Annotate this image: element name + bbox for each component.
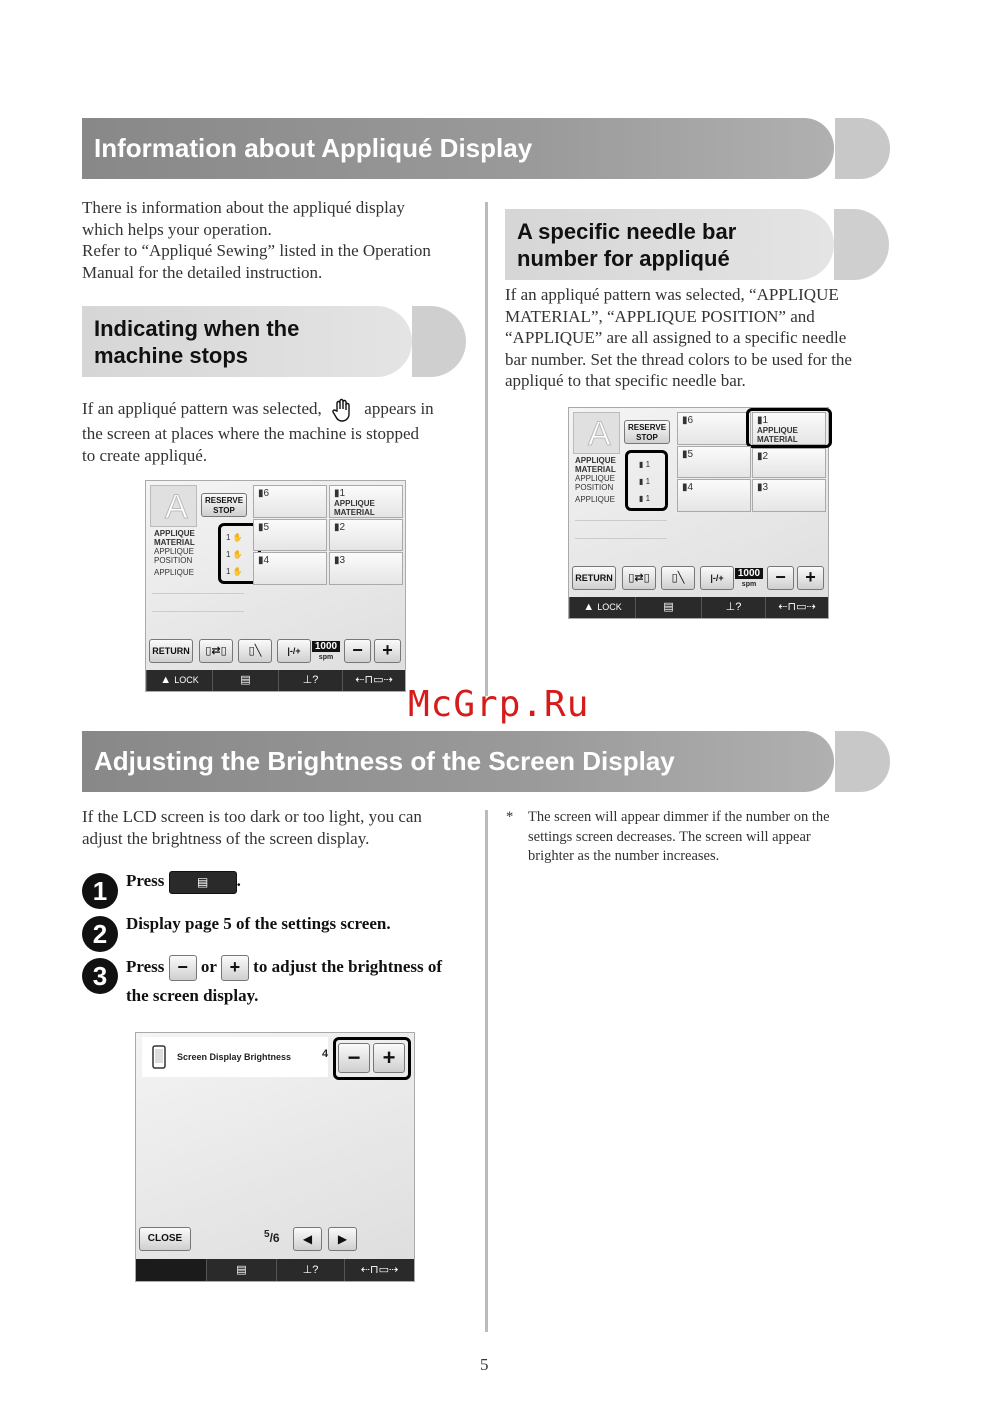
needle-marker: ▮ 1 bbox=[639, 494, 651, 503]
needle-cell-3[interactable]: ▮3 bbox=[752, 479, 826, 512]
section-header-cap bbox=[835, 731, 890, 792]
stop-marker: 1 ✋ bbox=[226, 567, 243, 576]
stops-text: appears in bbox=[364, 398, 434, 418]
step-2-number: 2 bbox=[82, 916, 118, 952]
stop-marker: 1 ✋ bbox=[226, 550, 243, 559]
needle-position-button[interactable]: |-/+ bbox=[700, 566, 734, 590]
step-1-text: Press ▤ . bbox=[126, 867, 241, 895]
note-text: brighter as the number increases. bbox=[528, 848, 720, 864]
applique-position-label: APPLIQUE POSITION bbox=[154, 547, 195, 565]
list-divider bbox=[152, 593, 244, 594]
step-1-number: 1 bbox=[82, 873, 118, 909]
frame-icon: ⇠⊓▭⇢ bbox=[778, 601, 816, 613]
svg-text:A: A bbox=[588, 415, 611, 453]
help-button[interactable]: ⊥? bbox=[278, 670, 342, 691]
watermark: McGrp.Ru bbox=[408, 684, 590, 725]
subheader-machine-stops bbox=[82, 306, 412, 377]
brightness-minus-button[interactable]: − bbox=[338, 1043, 370, 1073]
speed-minus-button[interactable]: − bbox=[344, 639, 371, 663]
intro-line: Manual for the detailed instruction. bbox=[82, 262, 323, 282]
needle-text: If an appliqué pattern was selected, “APPLIQUE bbox=[505, 285, 839, 304]
frame-icon: ⇠⊓▭⇢ bbox=[360, 1264, 399, 1276]
lock-button[interactable]: ▲ LOCK bbox=[146, 670, 212, 691]
screen-icon bbox=[152, 1045, 166, 1069]
settings-button[interactable] bbox=[206, 1259, 276, 1281]
embroidery-screen-right bbox=[568, 407, 829, 619]
brightness-minus-key[interactable]: − bbox=[169, 955, 197, 981]
highlight-box bbox=[746, 408, 832, 448]
embroidery-screen-left bbox=[145, 480, 406, 692]
note-text: settings screen decreases. The screen will appear bbox=[528, 828, 811, 845]
list-divider bbox=[575, 538, 667, 539]
reserve-stop-button[interactable]: RESERVE STOP bbox=[624, 420, 670, 444]
needle-text: MATERIAL”, “APPLIQUE POSITION” and bbox=[505, 306, 815, 326]
subheader-needle-bar bbox=[505, 209, 834, 280]
settings-list-icon: ▤ bbox=[240, 674, 251, 686]
speed-display: 1000 spm bbox=[312, 641, 340, 663]
settings-screen bbox=[135, 1032, 415, 1282]
intro-line: which helps your operation. bbox=[82, 219, 272, 239]
reserve-stop-button[interactable]: RESERVE STOP bbox=[201, 493, 247, 517]
needle-cell-1[interactable]: ▮1 APPLIQUE MATERIAL bbox=[329, 485, 403, 518]
applique-material-label: APPLIQUE MATERIAL bbox=[575, 456, 616, 474]
brightness-label: Screen Display Brightness bbox=[177, 1052, 292, 1062]
settings-key-button[interactable] bbox=[169, 871, 237, 894]
subheader-cap bbox=[412, 306, 466, 377]
speed-plus-button[interactable]: + bbox=[797, 566, 824, 590]
settings-list-icon: ▤ bbox=[196, 874, 209, 889]
intro-line: There is information about the appliqué display bbox=[82, 198, 405, 217]
section-title: Adjusting the Brightness of the Screen Display bbox=[94, 746, 675, 776]
needle-icon: | bbox=[710, 573, 713, 583]
applique-label: APPLIQUE bbox=[154, 568, 195, 577]
frame-move-button[interactable] bbox=[344, 1259, 414, 1281]
list-divider bbox=[575, 520, 667, 521]
brightness-plus-button[interactable]: + bbox=[373, 1043, 405, 1073]
settings-button[interactable] bbox=[212, 670, 278, 691]
needle-cell-1[interactable]: ▮1 APPLIQUE MATERIAL bbox=[752, 412, 826, 445]
section-header-cap bbox=[835, 118, 890, 179]
close-button[interactable]: CLOSE bbox=[139, 1227, 191, 1251]
machine-help-icon: ⊥ bbox=[302, 1264, 313, 1276]
needle-cell-5[interactable]: ▮5 bbox=[253, 519, 327, 551]
applique-material-label: APPLIQUE MATERIAL bbox=[154, 529, 195, 547]
svg-text:A: A bbox=[165, 488, 188, 526]
help-button[interactable]: ⊥? bbox=[701, 597, 765, 618]
stops-paragraph bbox=[82, 397, 477, 467]
applique-position-label: APPLIQUE POSITION bbox=[575, 474, 616, 492]
needle-marker: ▮ 1 bbox=[639, 477, 651, 486]
needle-swap-button[interactable]: ▯⇄▯ bbox=[199, 639, 233, 663]
settings-list-icon: ▤ bbox=[663, 601, 674, 613]
column-divider bbox=[485, 810, 488, 1332]
thread-cut-button[interactable]: ▯╲ bbox=[238, 639, 272, 663]
section-header-brightness bbox=[82, 731, 834, 792]
pattern-preview bbox=[150, 485, 197, 527]
highlight-box bbox=[625, 450, 668, 511]
frame-move-button[interactable] bbox=[342, 670, 405, 691]
applique-label: APPLIQUE bbox=[575, 495, 616, 504]
needle-icon: | bbox=[287, 646, 290, 656]
subheader-title: Indicating when the bbox=[94, 316, 300, 341]
brightness-plus-key[interactable]: + bbox=[221, 955, 249, 981]
brightness-note bbox=[528, 808, 888, 867]
stops-text: If an appliqué pattern was selected, bbox=[82, 398, 322, 418]
intro-line: Refer to “Appliqué Sewing” listed in the Operation bbox=[82, 241, 431, 260]
machine-help-icon: ⊥ bbox=[725, 601, 736, 613]
prev-page-button[interactable]: ◀ bbox=[293, 1227, 322, 1251]
thread-cut-button[interactable]: ▯╲ bbox=[661, 566, 695, 590]
brightness-text: adjust the brightness of the screen display. bbox=[82, 828, 370, 848]
bottom-toolbar bbox=[569, 597, 828, 618]
subheader-title: number for appliqué bbox=[517, 246, 730, 271]
column-divider bbox=[485, 202, 488, 696]
brightness-paragraph bbox=[82, 806, 477, 849]
highlight-box bbox=[333, 1037, 411, 1080]
speed-plus-button[interactable]: + bbox=[374, 639, 401, 663]
next-page-button[interactable]: ▶ bbox=[328, 1227, 357, 1251]
stops-text: the screen at places where the machine is stopped bbox=[82, 424, 420, 443]
subheader-cap bbox=[834, 209, 889, 280]
settings-button[interactable] bbox=[635, 597, 701, 618]
brightness-value: 4 bbox=[322, 1048, 329, 1060]
needle-position-button[interactable]: |-/+ bbox=[277, 639, 311, 663]
needle-cell-4[interactable]: ▮4 bbox=[253, 552, 327, 585]
bottom-toolbar bbox=[146, 670, 405, 691]
needle-text: “APPLIQUE” are all assigned to a specific needle bbox=[505, 328, 847, 347]
hand-icon bbox=[330, 397, 356, 423]
return-button[interactable]: RETURN bbox=[572, 566, 616, 590]
subheader-title: A specific needle bar bbox=[517, 219, 737, 244]
speed-display: 1000 spm bbox=[735, 568, 763, 590]
needle-cell-4[interactable]: ▮4 bbox=[677, 479, 751, 512]
needle-cell-2[interactable]: ▮2 bbox=[752, 448, 826, 478]
bottom-toolbar bbox=[136, 1259, 414, 1281]
brightness-text: If the LCD screen is too dark or too light, you can bbox=[82, 807, 422, 826]
needle-text: bar number. Set the thread colors to be used for the bbox=[505, 349, 852, 369]
warning-icon: ▲ bbox=[160, 674, 172, 686]
needle-marker: ▮ 1 bbox=[639, 460, 651, 469]
page-number: 5 bbox=[480, 1355, 489, 1374]
step-3-number: 3 bbox=[82, 958, 118, 994]
needle-cell-2[interactable]: ▮2 bbox=[329, 519, 403, 551]
needle-cell-3[interactable]: ▮3 bbox=[329, 552, 403, 585]
step-3-text: Press − or + to adjust the brightness of bbox=[126, 953, 486, 981]
lock-button[interactable]: ▲ LOCK bbox=[569, 597, 635, 618]
needle-text: appliqué to that specific needle bar. bbox=[505, 371, 746, 390]
frame-move-button[interactable] bbox=[765, 597, 828, 618]
speed-minus-button[interactable]: − bbox=[767, 566, 794, 590]
step-2-text: Display page 5 of the settings screen. bbox=[126, 914, 391, 933]
brightness-row bbox=[142, 1037, 328, 1077]
section-header-applique bbox=[82, 118, 834, 179]
frame-icon: ⇠⊓▭⇢ bbox=[355, 674, 393, 686]
machine-help-icon: ⊥ bbox=[302, 674, 313, 686]
return-button[interactable]: RETURN bbox=[149, 639, 193, 663]
list-divider bbox=[152, 611, 244, 612]
needle-cell-5[interactable]: ▮5 bbox=[677, 446, 751, 478]
stops-text: to create appliqué. bbox=[82, 446, 208, 465]
warning-icon: ▲ bbox=[583, 601, 595, 613]
step-3-text-line2: the screen display. bbox=[126, 986, 259, 1005]
help-button[interactable]: ⊥? bbox=[276, 1259, 344, 1281]
needle-cell-6[interactable]: ▮6 bbox=[677, 412, 751, 445]
settings-list-icon: ▤ bbox=[236, 1264, 247, 1276]
note-star: * bbox=[506, 809, 514, 825]
page-indicator: $^5$/6 bbox=[264, 1229, 280, 1245]
needle-cell-6[interactable]: ▮6 bbox=[253, 485, 327, 518]
intro-paragraph bbox=[82, 197, 477, 283]
note-text: The screen will appear dimmer if the number on the bbox=[528, 809, 830, 825]
needle-swap-button[interactable]: ▯⇄▯ bbox=[622, 566, 656, 590]
stop-marker: 1 ✋ bbox=[226, 533, 243, 542]
pattern-preview bbox=[573, 412, 620, 454]
subheader-title: machine stops bbox=[94, 343, 249, 368]
needle-paragraph bbox=[505, 284, 900, 392]
section-title: Information about Appliqué Display bbox=[94, 133, 533, 163]
